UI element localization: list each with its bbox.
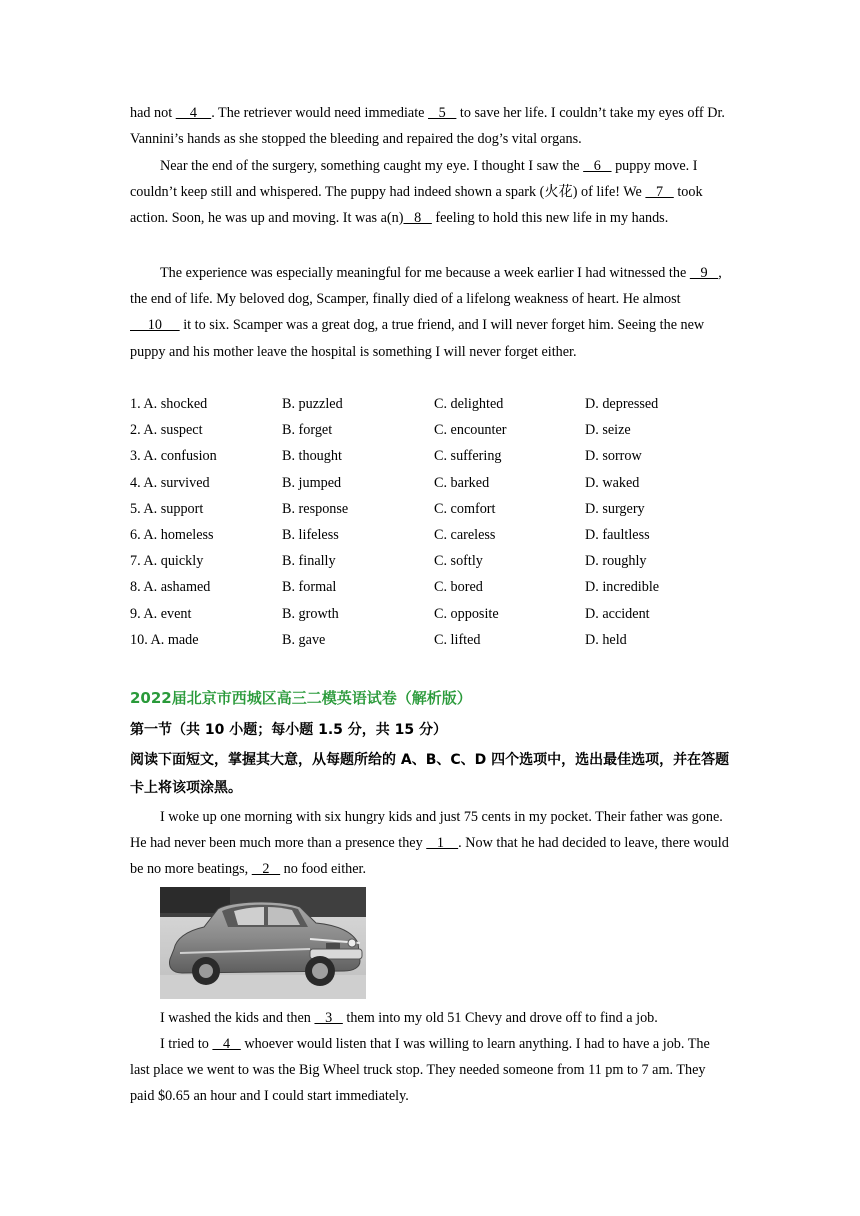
passage2-paragraph-2 [130,1005,730,1031]
option-c: C. bored [434,579,483,596]
option-c: C. suffering [434,448,502,465]
passage1-paragraph-1 [130,100,730,152]
text: . Now that he had decided to leave, there would be no more beatings, [130,835,729,878]
blank-4: 4 [212,1036,241,1052]
option-row-10 [130,627,730,653]
text: puppy move. I couldn’t keep still and whispered. The puppy had indeed shown a spark (火花) of life! We [130,158,698,201]
option-row-6 [130,522,730,548]
option-row-1 [130,391,730,417]
option-c: C. comfort [434,500,496,517]
option-c: C. opposite [434,605,499,622]
option-c: C. encounter [434,422,507,439]
text: The experience was especially meaningful for me because a week earlier I had witnessed the [160,265,690,281]
option-row-3 [130,443,730,469]
passage1-paragraph-3 [130,260,730,365]
text: had not [130,105,176,121]
text: whoever would listen that I was willing to learn anything. I had to have a job. The last place we went to was the Big Wheel truck stop. They needed someone from 11 pm to 7 am. They paid $0.65 an hour and I could start immediately. [130,1036,710,1105]
vintage-car-photo [160,887,366,999]
option-d: D. seize [585,422,631,439]
text: Near the end of the surgery, something caught my eye. I thought I saw the [160,158,584,174]
blank-8: 8 [403,210,432,227]
option-a: 4. A. survived [130,474,210,491]
option-d: D. surgery [585,500,645,517]
option-a: 3. A. confusion [130,448,217,465]
option-c: C. softly [434,553,483,570]
option-a: 6. A. homeless [130,526,214,543]
option-b: B. lifeless [282,526,339,543]
option-d: D. roughly [585,553,647,570]
text: I tried to [160,1036,213,1052]
option-b: B. growth [282,605,339,622]
option-b: B. forget [282,422,333,439]
option-d: D. accident [585,605,650,622]
text: took action. Soon, he was up and moving. It was a(n) [130,184,703,227]
option-b: B. formal [282,579,337,596]
option-d: D. faultless [585,526,650,543]
option-d: D. waked [585,474,640,491]
option-b: B. response [282,500,349,517]
option-d: D. incredible [585,579,660,596]
option-a: 5. A. support [130,500,204,517]
blank-5: 5 [428,105,457,121]
text: , the end of life. My beloved dog, Scamper, finally died of a lifelong weakness of heart. He almost [130,265,722,308]
option-d: D. depressed [585,396,659,412]
text: no food either. [280,861,367,878]
blank-9: 9 [689,265,719,281]
text: I woke up one morning with six hungry kids and just 75 cents in my pocket. Their father was gone. He had never been much more than a presence they [130,809,723,852]
text: to save her life. I couldn’t take my eyes off Dr. Vannini’s hands as she stopped the bleeding and repaired the dog’s vital organs. [130,105,725,148]
blank-2: 2 [251,861,281,878]
blank-1: 1 [426,835,459,852]
text: it to six. Scamper was a great dog, a true friend, and I will never forget him. Seeing the new puppy and his mother leave the hospital is something I will never forget either. [130,317,705,360]
option-row-9 [130,601,730,627]
section-title: 第一节（共 10 小题；每小题 1.5 分，共 15 分） [130,722,448,738]
option-a: 7. A. quickly [130,553,204,570]
option-c: C. lifted [434,631,481,648]
option-row-4 [130,470,730,496]
text: feeling to hold this new life in my hands. [431,210,669,227]
text: . The retriever would need immediate [211,105,428,121]
option-d: D. held [585,631,627,648]
option-a: 10. A. made [130,631,199,648]
option-c: C. barked [434,474,490,491]
option-row-2 [130,417,730,443]
option-a: 9. A. event [130,605,192,622]
text: I washed the kids and then [160,1010,315,1026]
passage2-paragraph-1 [130,804,730,883]
option-a: 1. A. shocked [130,396,208,412]
exam-title: 2022届北京市西城区高三二模英语试卷（解析版） [130,689,472,707]
option-c: C. delighted [434,396,504,412]
option-b: B. puzzled [282,396,343,412]
blank-10: 10 [130,317,180,334]
option-b: B. finally [282,553,336,570]
option-b: B. thought [282,448,342,465]
blank-4: 4 [175,105,212,121]
option-b: B. gave [282,631,326,648]
option-row-5 [130,496,730,522]
answer-options [130,391,730,653]
option-c: C. careless [434,526,496,543]
instructions: 阅读下面短文，掌握其大意，从每题所给的 A、B、C、D 四个选项中，选出最佳选项，并在答题卡上将该项涂黑。 [130,752,730,796]
option-row-8 [130,574,730,600]
blank-6: 6 [583,158,612,174]
passage1-paragraph-2 [130,153,730,232]
option-d: D. sorrow [585,448,642,465]
text: them into my old 51 Chevy and drove off to find a job. [342,1010,658,1026]
passage2-paragraph-3 [130,1031,730,1110]
blank-3: 3 [314,1010,343,1026]
option-a: 2. A. suspect [130,422,203,439]
option-row-7 [130,548,730,574]
option-b: B. jumped [282,474,342,491]
blank-7: 7 [645,184,674,201]
option-a: 8. A. ashamed [130,579,211,596]
